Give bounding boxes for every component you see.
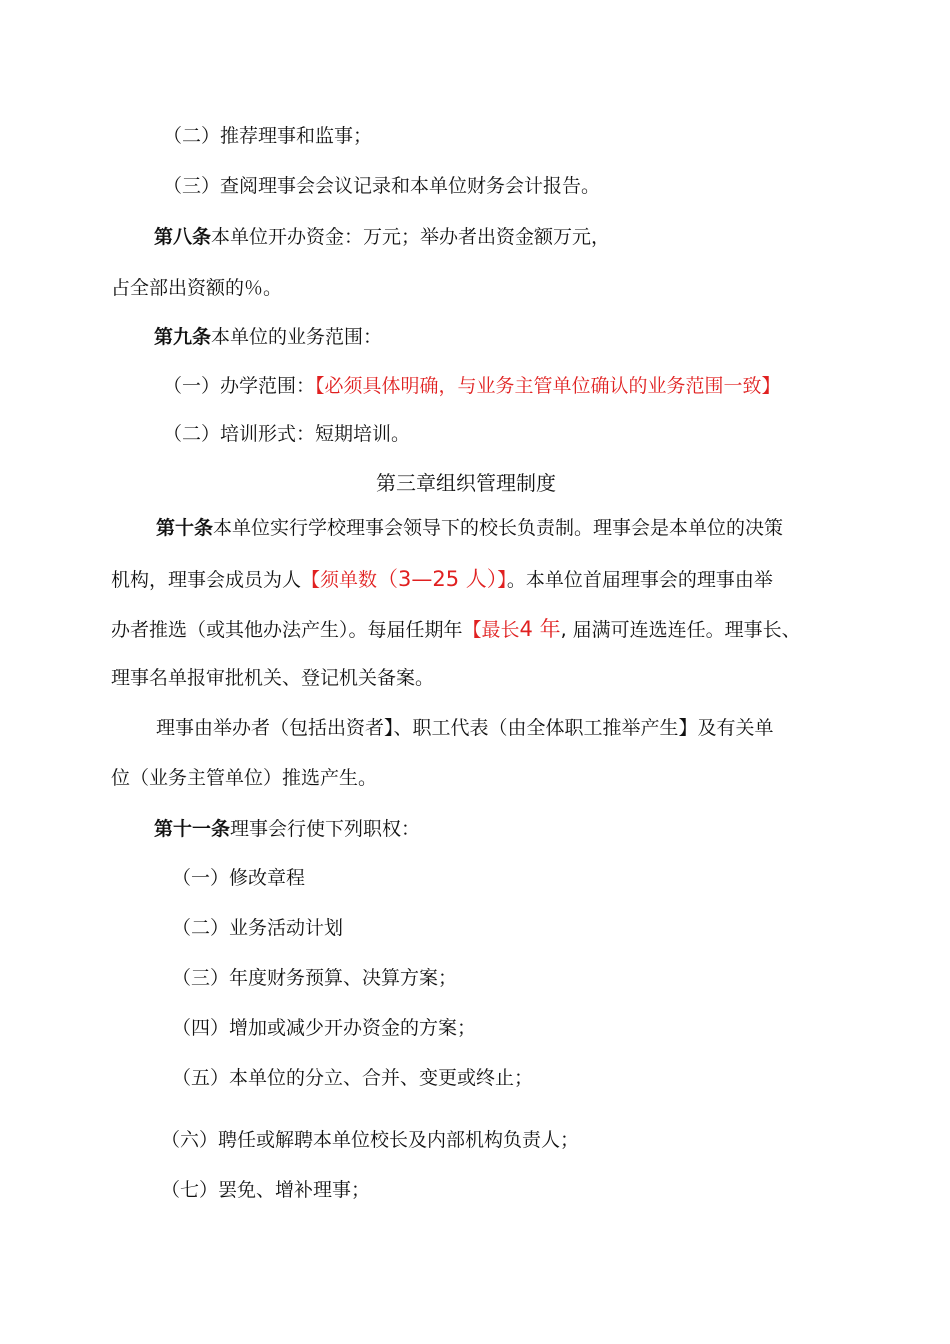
article-11 — [154, 815, 420, 843]
list-item: （二）推荐理事和监事； — [163, 125, 373, 147]
article-8 — [154, 223, 610, 251]
article-10-line-4: 理事名单报审批机关、登记机关备案。 — [111, 667, 435, 689]
highlight-note: 4 年 — [519, 617, 561, 641]
power-item: （四）增加或减少开办资金的方案； — [172, 1017, 477, 1039]
highlight-note: 【最长 — [462, 619, 520, 641]
members-line-2: 位（业务主管单位）推选产生。 — [111, 767, 378, 789]
article-text: 。本单位首届理事会的理事由举 — [506, 569, 773, 591]
article-9 — [154, 323, 382, 351]
scope-item-2: （二）培训形式：短期培训。 — [163, 423, 411, 445]
article-10-line-1 — [156, 514, 783, 542]
scope-note: 【必须具体明确，与业务主管单位确认的业务范围一致】 — [315, 375, 781, 397]
article-text: 办者推选（或其他办法产生）。每届任期年 — [111, 619, 463, 641]
highlight-note: （3—25 人） — [377, 567, 498, 591]
article-label: 第九条 — [154, 326, 212, 348]
article-text: 本单位的业务范围： — [211, 326, 383, 348]
article-10-line-3 — [111, 615, 801, 644]
power-item: （三）年度财务预算、决算方案； — [172, 967, 458, 989]
highlight-note: 【须单数 — [301, 569, 378, 591]
article-label: 第十一条 — [154, 818, 231, 840]
scope-item-1 — [163, 372, 781, 400]
scope-label: （一）办学范围： — [163, 375, 316, 397]
article-text: 本单位实行学校理事会领导下的校长负责制。理事会是本单位的决策 — [213, 517, 784, 539]
power-item: （一）修改章程 — [172, 867, 306, 889]
article-text: 理事会行使下列职权： — [230, 818, 421, 840]
article-text: 机构，理事会成员为人 — [111, 569, 302, 591]
members-line-1: 理事由举办者（包括出资者】、职工代表（由全体职工推举产生】及有关单 — [156, 717, 774, 739]
power-item: （六）聘任或解聘本单位校长及内部机构负责人； — [161, 1129, 580, 1151]
list-item: （三）查阅理事会会议记录和本单位财务会计报告。 — [163, 175, 601, 197]
article-text: 本单位开办资金：万元；举办者出资金额万元， — [211, 226, 611, 248]
article-8-continuation: 占全部出资额的％。 — [111, 277, 283, 299]
power-item: （五）本单位的分立、合并、变更或终止； — [172, 1067, 534, 1089]
power-item: （七）罢免、增补理事； — [161, 1179, 371, 1201]
chapter-heading: 第三章组织管理制度 — [376, 471, 556, 495]
highlight-note: 】 — [497, 569, 507, 591]
power-item: （二）业务活动计划 — [172, 917, 344, 939]
article-text: , 届满可连选连任。理事长、 — [560, 619, 801, 641]
article-label: 第八条 — [154, 226, 212, 248]
article-label: 第十条 — [156, 517, 214, 539]
article-10-line-2 — [111, 565, 773, 594]
